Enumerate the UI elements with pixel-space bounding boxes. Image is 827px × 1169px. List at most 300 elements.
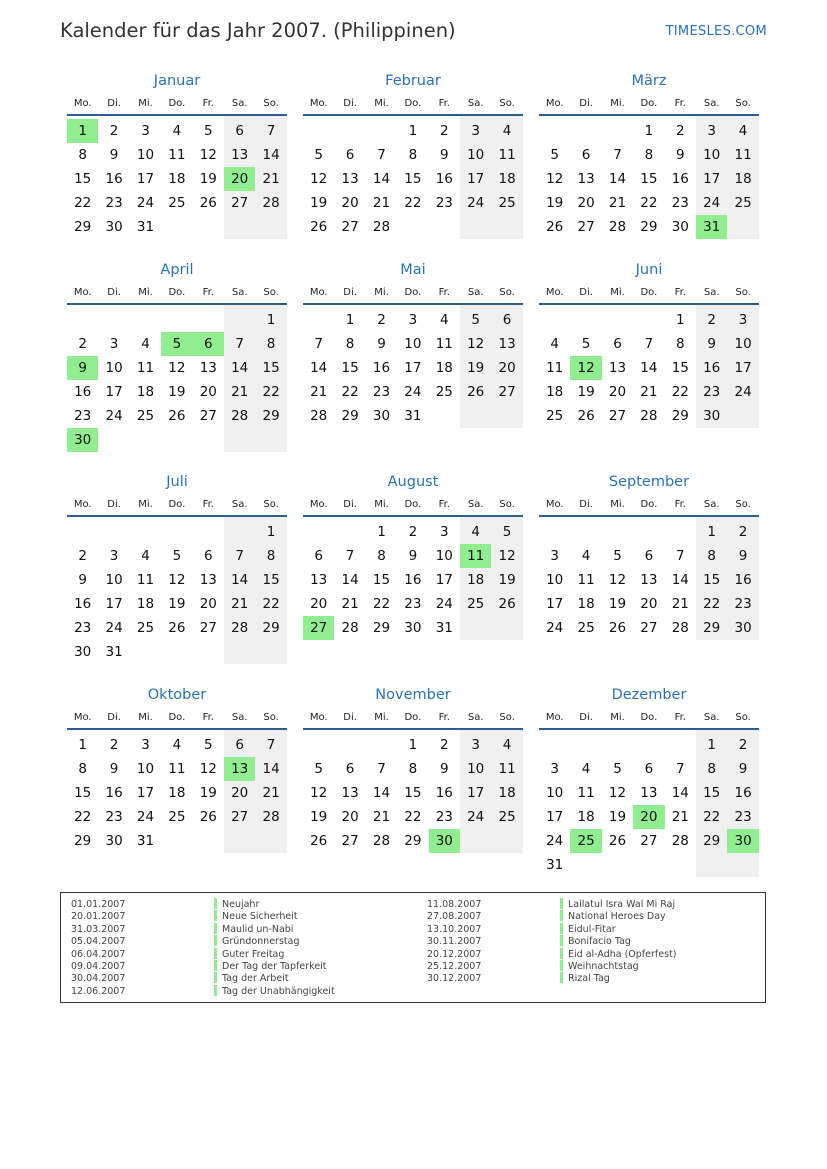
legend-holiday-name: Guter Freitag (222, 948, 285, 960)
month-name: Mai (400, 262, 426, 278)
weekday-header: So. (735, 98, 751, 109)
legend-item (214, 986, 335, 998)
weekday-header: So. (499, 712, 515, 723)
day-cell: 10 (105, 360, 123, 376)
day-cell: 8 (377, 548, 386, 564)
day-cell: 11 (577, 785, 595, 801)
weekday-header: Fr. (202, 712, 214, 723)
day-cell: 8 (644, 147, 654, 163)
day-cell: 10 (546, 785, 564, 801)
day-cell: 2 (78, 336, 87, 352)
holiday-day-cell: 27 (303, 616, 334, 640)
legend-marker (214, 898, 217, 909)
day-cell: 26 (577, 408, 595, 424)
day-cell: 12 (310, 785, 328, 801)
day-cell: 29 (671, 408, 689, 424)
legend-item (214, 936, 335, 948)
day-cell: 25 (467, 596, 485, 612)
legend-item (214, 911, 335, 923)
day-cell: 19 (577, 384, 595, 400)
legend-item (560, 924, 676, 936)
day-cell: 5 (613, 761, 622, 777)
day-cell: 26 (467, 384, 485, 400)
day-cell: 9 (738, 761, 748, 777)
day-cell: 29 (703, 833, 721, 849)
legend-marker (214, 935, 217, 946)
weekday-header: Sa. (467, 712, 484, 723)
day-cell: 1 (266, 524, 276, 540)
day-cell: 15 (74, 785, 92, 801)
day-cell: 6 (345, 147, 355, 163)
day-cell: 2 (675, 123, 685, 139)
day-cell: 2 (78, 548, 87, 564)
day-cell: 7 (266, 737, 276, 753)
day-cell: 5 (172, 548, 182, 564)
legend-marker (560, 898, 563, 909)
legend-date: 27.08.2007 (427, 911, 482, 923)
day-cell: 7 (235, 336, 244, 352)
legend-item (560, 973, 676, 985)
day-cell: 4 (581, 761, 591, 777)
weekday-header: Do. (404, 712, 422, 723)
day-cell: 21 (262, 171, 280, 187)
day-cell: 16 (105, 171, 123, 187)
day-cell: 20 (577, 195, 595, 211)
day-cell: 20 (310, 596, 328, 612)
day-cell: 8 (408, 147, 418, 163)
month-name: August (387, 474, 439, 490)
day-cell: 22 (671, 384, 689, 400)
weekday-header: Fr. (202, 499, 214, 510)
day-cell: 23 (671, 195, 689, 211)
day-cell: 9 (439, 147, 449, 163)
day-cell: 30 (105, 219, 123, 235)
weekday-header: So. (499, 499, 515, 510)
month-name: April (160, 262, 194, 278)
day-cell: 17 (734, 360, 752, 376)
day-cell: 6 (345, 761, 355, 777)
day-cell: 17 (105, 596, 123, 612)
day-cell: 4 (550, 336, 559, 352)
legend-holiday-name: Neujahr (222, 899, 260, 910)
day-cell: 22 (640, 195, 658, 211)
holiday-day-cell: 11 (460, 544, 491, 568)
weekday-header: Di. (343, 98, 357, 109)
day-cell: 22 (404, 195, 422, 211)
day-cell: 4 (581, 548, 591, 564)
day-cell: 3 (141, 123, 150, 139)
day-cell: 28 (608, 219, 627, 235)
day-cell: 7 (377, 761, 386, 777)
day-cell: 1 (644, 123, 654, 139)
day-cell: 20 (341, 809, 359, 825)
day-cell: 14 (231, 572, 249, 588)
day-cell: 21 (231, 384, 249, 400)
day-cell: 13 (199, 572, 217, 588)
day-cell: 24 (136, 195, 155, 211)
month-name: März (631, 73, 667, 89)
holiday-day-cell: 30 (727, 829, 758, 853)
legend-date: 01.01.2007 (71, 899, 126, 910)
day-cell: 8 (408, 761, 418, 777)
weekday-header: Di. (579, 499, 593, 510)
weekday-header: Fr. (674, 287, 686, 298)
day-cell: 17 (136, 785, 155, 801)
weekday-header: Do. (168, 499, 186, 510)
day-cell: 27 (341, 833, 359, 849)
day-cell: 2 (707, 312, 716, 328)
day-cell: 23 (435, 195, 453, 211)
day-cell: 8 (707, 761, 716, 777)
day-cell: 22 (262, 596, 280, 612)
day-cell: 24 (435, 596, 453, 612)
day-cell: 20 (231, 785, 249, 801)
weekday-header: Di. (343, 499, 357, 510)
weekday-header: Fr. (438, 287, 450, 298)
day-cell: 28 (231, 620, 249, 636)
legend-marker (214, 972, 217, 983)
day-cell: 4 (502, 123, 512, 139)
day-cell: 31 (136, 833, 155, 849)
day-cell: 19 (467, 360, 485, 376)
holiday-day-cell: 13 (224, 757, 255, 781)
day-cell: 6 (235, 123, 244, 139)
day-cell: 21 (640, 384, 658, 400)
legend-holiday-name: Der Tag der Tapferkeit (222, 960, 327, 972)
day-cell: 22 (703, 596, 721, 612)
day-cell: 1 (707, 737, 716, 753)
day-cell: 17 (467, 171, 485, 187)
legend-marker (560, 960, 563, 971)
day-cell: 13 (310, 572, 328, 588)
legend-holiday-name: Rizal Tag (568, 973, 610, 985)
day-cell: 12 (168, 360, 186, 376)
day-cell: 12 (467, 336, 485, 352)
day-cell: 15 (404, 785, 422, 801)
day-cell: 10 (136, 761, 155, 777)
day-cell: 21 (608, 195, 627, 211)
legend-holiday-name: Eid al-Adha (Opferfest) (568, 948, 677, 960)
day-cell: 17 (546, 596, 564, 612)
legend-item (560, 936, 676, 948)
day-cell: 29 (74, 833, 92, 849)
legend-holiday-name: National Heroes Day (568, 911, 666, 923)
weekday-header: Do. (640, 287, 658, 298)
legend-item (560, 911, 676, 923)
weekday-header: So. (735, 499, 751, 510)
day-cell: 3 (471, 123, 480, 139)
day-cell: 10 (467, 147, 485, 163)
day-cell: 3 (471, 737, 480, 753)
day-cell: 12 (498, 548, 516, 564)
day-cell: 14 (262, 147, 280, 163)
day-cell: 21 (310, 384, 328, 400)
day-cell: 22 (74, 809, 92, 825)
day-cell: 3 (109, 548, 119, 564)
day-cell: 6 (235, 737, 244, 753)
day-cell: 22 (262, 384, 280, 400)
day-cell: 9 (109, 147, 119, 163)
day-cell: 2 (109, 737, 119, 753)
day-cell: 9 (377, 336, 386, 352)
day-cell: 25 (136, 620, 155, 636)
day-cell: 2 (109, 123, 119, 139)
day-cell: 15 (703, 572, 721, 588)
weekday-header: Fr. (202, 98, 214, 109)
day-cell: 28 (372, 833, 391, 849)
day-cell: 18 (577, 809, 595, 825)
legend-holiday-name: Gründonnerstag (222, 936, 300, 948)
weekday-header: Fr. (674, 499, 686, 510)
weekday-header: Sa. (231, 98, 248, 109)
weekday-header: Mi. (610, 499, 625, 510)
weekday-header: Mi. (610, 98, 625, 109)
day-cell: 21 (372, 809, 391, 825)
weekday-header: Di. (579, 712, 593, 723)
day-cell: 23 (74, 620, 92, 636)
day-cell: 17 (404, 360, 422, 376)
legend-item (214, 924, 335, 936)
weekday-header: So. (499, 98, 515, 109)
day-cell: 28 (372, 219, 391, 235)
day-cell: 29 (262, 408, 280, 424)
day-cell: 18 (435, 360, 453, 376)
day-cell: 10 (546, 572, 564, 588)
day-cell: 18 (168, 785, 186, 801)
day-cell: 9 (738, 548, 748, 564)
day-cell: 1 (408, 123, 418, 139)
day-cell: 8 (345, 336, 355, 352)
day-cell: 16 (74, 596, 92, 612)
day-cell: 19 (546, 195, 564, 211)
day-cell: 1 (707, 524, 716, 540)
legend-holiday-name: Eidul-Fitar (568, 923, 616, 935)
weekday-header: So. (735, 287, 751, 298)
legend-names-right (560, 899, 676, 986)
day-cell: 4 (439, 312, 449, 328)
day-cell: 28 (262, 809, 280, 825)
day-cell: 14 (310, 360, 328, 376)
day-cell: 12 (310, 171, 328, 187)
legend-holiday-name: Weihnachtstag (568, 960, 639, 972)
day-cell: 24 (136, 809, 155, 825)
holiday-day-cell: 25 (570, 829, 601, 853)
day-cell: 15 (74, 171, 92, 187)
legend-date: 13.10.2007 (427, 923, 482, 935)
day-cell: 21 (341, 596, 359, 612)
day-cell: 16 (105, 785, 123, 801)
day-cell: 29 (640, 219, 658, 235)
day-cell: 15 (640, 171, 658, 187)
day-cell: 17 (703, 171, 721, 187)
day-cell: 18 (136, 596, 155, 612)
day-cell: 27 (608, 408, 627, 424)
day-cell: 29 (372, 620, 391, 636)
month-name: Dezember (611, 687, 687, 703)
day-cell: 16 (435, 171, 453, 187)
day-cell: 15 (341, 360, 359, 376)
legend-holiday-name: Tag der Arbeit (222, 973, 289, 985)
day-cell: 16 (435, 785, 453, 801)
day-cell: 20 (498, 360, 516, 376)
day-cell: 19 (199, 785, 217, 801)
day-cell: 12 (608, 785, 627, 801)
day-cell: 15 (372, 572, 391, 588)
day-cell: 26 (310, 833, 328, 849)
day-cell: 29 (703, 620, 721, 636)
day-cell: 24 (546, 620, 564, 636)
day-cell: 13 (577, 171, 595, 187)
day-cell: 12 (608, 572, 627, 588)
day-cell: 1 (377, 524, 386, 540)
day-cell: 21 (262, 785, 280, 801)
weekday-header: Sa. (231, 287, 248, 298)
legend-marker (560, 923, 563, 934)
day-cell: 7 (314, 336, 323, 352)
weekday-header: Di. (107, 712, 121, 723)
holiday-day-cell: 9 (67, 356, 98, 380)
day-cell: 31 (136, 219, 155, 235)
holiday-legend (60, 892, 766, 1003)
day-cell: 3 (141, 737, 150, 753)
legend-date: 30.11.2007 (427, 936, 482, 948)
day-cell: 11 (498, 761, 516, 777)
day-cell: 6 (644, 761, 654, 777)
day-cell: 18 (136, 384, 155, 400)
weekday-header: Sa. (703, 499, 720, 510)
day-cell: 11 (136, 360, 155, 376)
day-cell: 31 (105, 644, 123, 660)
weekday-header: Mo. (545, 287, 564, 298)
day-cell: 23 (404, 596, 422, 612)
weekday-header: Di. (579, 98, 593, 109)
day-cell: 24 (404, 384, 422, 400)
day-cell: 1 (266, 312, 276, 328)
day-cell: 26 (199, 195, 217, 211)
weekday-header: So. (263, 712, 279, 723)
day-cell: 26 (168, 620, 186, 636)
weekday-header: Mi. (374, 712, 389, 723)
day-cell: 17 (136, 171, 155, 187)
day-cell: 4 (172, 737, 182, 753)
legend-marker (560, 972, 563, 983)
weekday-header: Fr. (674, 712, 686, 723)
day-cell: 16 (734, 785, 752, 801)
day-cell: 11 (435, 336, 453, 352)
day-cell: 24 (467, 809, 485, 825)
day-cell: 12 (168, 572, 186, 588)
weekday-header: Sa. (467, 287, 484, 298)
day-cell: 14 (262, 761, 280, 777)
day-cell: 14 (608, 171, 627, 187)
weekday-header: Mo. (545, 712, 564, 723)
day-cell: 27 (498, 384, 516, 400)
day-cell: 25 (168, 195, 186, 211)
day-cell: 8 (675, 336, 685, 352)
day-cell: 16 (671, 171, 689, 187)
day-cell: 23 (435, 809, 453, 825)
day-cell: 18 (546, 384, 564, 400)
day-cell: 19 (310, 809, 328, 825)
day-cell: 14 (341, 572, 359, 588)
legend-holiday-name: Tag der Unabhängigkeit (222, 985, 335, 997)
day-cell: 25 (498, 195, 516, 211)
day-cell: 8 (266, 336, 276, 352)
weekday-header: Fr. (674, 98, 686, 109)
day-cell: 3 (550, 548, 559, 564)
day-cell: 27 (231, 195, 249, 211)
day-cell: 30 (703, 408, 721, 424)
day-cell: 23 (734, 809, 752, 825)
day-cell: 15 (262, 572, 280, 588)
day-cell: 11 (136, 572, 155, 588)
month-name: September (608, 474, 690, 490)
day-cell: 9 (78, 572, 87, 588)
month-name: Juni (635, 262, 663, 278)
day-cell: 5 (471, 312, 480, 328)
day-cell: 3 (707, 123, 716, 139)
day-cell: 3 (408, 312, 418, 328)
day-cell: 7 (266, 123, 276, 139)
weekday-header: Di. (107, 98, 121, 109)
legend-marker (560, 935, 563, 946)
weekday-header: So. (263, 287, 279, 298)
day-cell: 24 (703, 195, 721, 211)
day-cell: 28 (671, 620, 689, 636)
legend-marker (560, 948, 563, 959)
day-cell: 19 (168, 384, 186, 400)
day-cell: 24 (546, 833, 564, 849)
day-cell: 3 (109, 336, 119, 352)
legend-date: 20.01.2007 (71, 911, 126, 923)
weekday-header: Do. (404, 287, 422, 298)
day-cell: 5 (613, 548, 622, 564)
legend-item (560, 949, 676, 961)
holiday-day-cell: 12 (570, 356, 601, 380)
holiday-day-cell: 30 (429, 829, 460, 853)
weekday-header: Di. (343, 287, 357, 298)
day-cell: 26 (608, 833, 627, 849)
day-cell: 1 (78, 737, 87, 753)
day-cell: 18 (577, 596, 595, 612)
weekday-header: Fr. (438, 98, 450, 109)
day-cell: 9 (109, 761, 119, 777)
day-cell: 9 (439, 761, 449, 777)
day-cell: 19 (199, 171, 217, 187)
month-name: November (375, 687, 451, 703)
weekday-header: Mo. (309, 499, 328, 510)
weekday-header: Sa. (467, 499, 484, 510)
day-cell: 25 (168, 809, 186, 825)
day-cell: 26 (546, 219, 564, 235)
day-cell: 5 (203, 737, 213, 753)
day-cell: 16 (703, 360, 721, 376)
legend-date: 31.03.2007 (71, 923, 126, 935)
day-cell: 25 (734, 195, 752, 211)
day-cell: 14 (372, 785, 391, 801)
day-cell: 10 (703, 147, 721, 163)
weekday-header: Do. (168, 98, 186, 109)
day-cell: 25 (435, 384, 453, 400)
day-cell: 2 (377, 312, 386, 328)
weekday-header: Sa. (703, 712, 720, 723)
site-logo[interactable]: TIMESLES.COM (665, 24, 767, 39)
legend-date: 05.04.2007 (71, 936, 126, 948)
weekday-header: Sa. (467, 98, 484, 109)
day-cell: 10 (435, 548, 453, 564)
day-cell: 13 (199, 360, 217, 376)
legend-date: 20.12.2007 (427, 948, 482, 960)
